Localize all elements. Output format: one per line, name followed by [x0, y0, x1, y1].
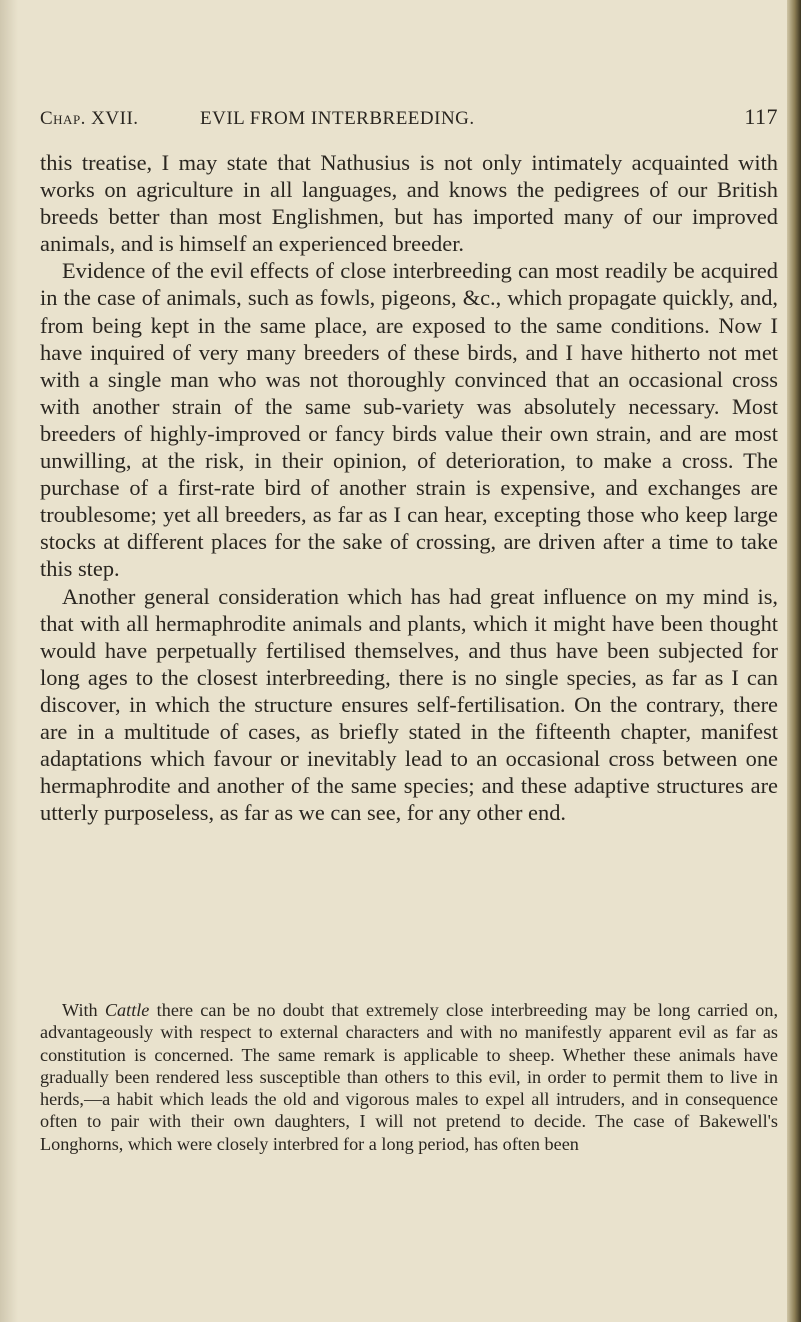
paragraph-consideration: Another general consideration which has had great influence on my mind is, that with all hermaphrodite animals and plants, which it might have been thought would have perpetually fertilised themselves, and thus have been subjected for long ages to the closest interbreeding, there is no single species, as far as I can discover, in which the structure ensures self-fertilisation. On the contrary, there are in a multitude of cases, as briefly stated in the fifteenth chapter, manifest adaptations which favour or inevitably lead to an occasional cross between one hermaphrodite and another of the same species; and these adaptive structures are utterly purposeless, as far as we can see, for any other end.	[40, 583, 778, 826]
body-text	[40, 149, 778, 826]
paragraph-evidence: Evidence of the evil effects of close interbreeding can most readily be acquired in the case of animals, such as fowls, pigeons, &c., which propagate quickly, and, from being kept in the same place, are exposed to the same conditions. Now I have inquired of very many breeders of these birds, and I have hitherto not met with a single man who was not thoroughly convinced that an occasional cross with another strain of the same sub-variety was absolutely necessary. Most breeders of highly-improved or fancy birds value their own strain, and are most unwilling, at the risk, in their opinion, of deterioration, to make a cross. The purchase of a first-rate bird of another strain is expensive, and exchanges are troublesome; yet all breeders, as far as I can hear, excepting those who keep large stocks at different places for the sake of crossing, are driven after a time to take this step.	[40, 258, 778, 582]
running-title: EVIL FROM INTERBREEDING.	[200, 108, 475, 129]
paragraph-continuation: this treatise, I may state that Nathusius is not only intimately acquainted with works on agriculture in all languages, and knows the pedigrees of our British breeds better than most Englishmen, but has imported many of our improved animals, and is himself an experienced breeder.	[40, 150, 778, 257]
page-edge	[787, 0, 801, 1322]
page-number: 117	[744, 104, 778, 129]
gutter-shadow	[0, 0, 18, 1322]
cattle-italic: Cattle	[104, 1000, 150, 1020]
running-header	[40, 104, 778, 134]
cattle-rest: there can be no doubt that extremely close interbreeding may be long carried on, advantageously with respect to external characters and with no manifestly apparent evil as far as constitution is concerned. The same remark is applicable to sheep. Whether these animals have gradually been rendered less susceptible than others to this evil, in order to permit them to live in herds,—a habit which leads the old and vigorous males to expel all intruders, and in consequence often to pair with their own daughters, I will not pretend to decide. The case of Bakewell's Longhorns, which were closely interbred for a long period, has often been	[40, 1000, 778, 1154]
cattle-lead: With	[62, 1000, 105, 1020]
small-print-section	[40, 999, 778, 1155]
paragraph-cattle	[40, 999, 778, 1155]
chapter-label: Chap. XVII.	[40, 108, 139, 129]
